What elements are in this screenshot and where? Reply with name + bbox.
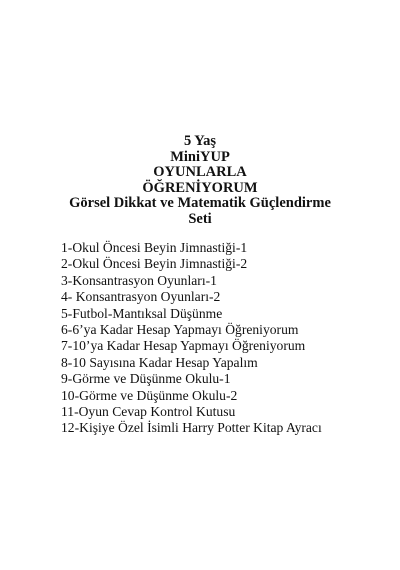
list-item: 4- Konsantrasyon Oyunları-2 bbox=[61, 289, 221, 305]
list-item: 12-Kişiye Özel İsimli Harry Potter Kitap Ayracı bbox=[61, 420, 322, 436]
title-line-learning: ÖĞRENİYORUM bbox=[142, 179, 258, 196]
document-title bbox=[0, 134, 400, 228]
list-item: 5-Futbol-Mantıksal Düşünme bbox=[61, 305, 223, 321]
list-item: 9-Görme ve Düşünme Okulu-1 bbox=[61, 371, 231, 387]
title-line-brand: MiniYUP bbox=[170, 148, 230, 165]
title-line-set: Seti bbox=[188, 210, 212, 227]
list-item: 8-10 Sayısına Kadar Hesap Yapalım bbox=[61, 354, 258, 370]
list-item: 7-10’ya Kadar Hesap Yapmayı Öğreniyorum bbox=[61, 338, 306, 354]
title-line-games: OYUNLARLA bbox=[153, 164, 247, 181]
list-item: 1-Okul Öncesi Beyin Jimnastiği-1 bbox=[61, 240, 248, 255]
list-item: 2-Okul Öncesi Beyin Jimnastiği-2 bbox=[61, 256, 248, 272]
list-item: 6-6’ya Kadar Hesap Yapmayı Öğreniyorum bbox=[61, 322, 299, 338]
contents-list bbox=[61, 240, 322, 437]
title-line-subtitle: Görsel Dikkat ve Matematik Güçlendirme bbox=[69, 195, 331, 212]
title-line-age: 5 Yaş bbox=[183, 133, 217, 149]
list-item: 3-Konsantrasyon Oyunları-1 bbox=[61, 272, 217, 288]
list-item: 11-Oyun Cevap Kontrol Kutusu bbox=[61, 404, 236, 420]
list-item: 10-Görme ve Düşünme Okulu-2 bbox=[61, 387, 238, 403]
